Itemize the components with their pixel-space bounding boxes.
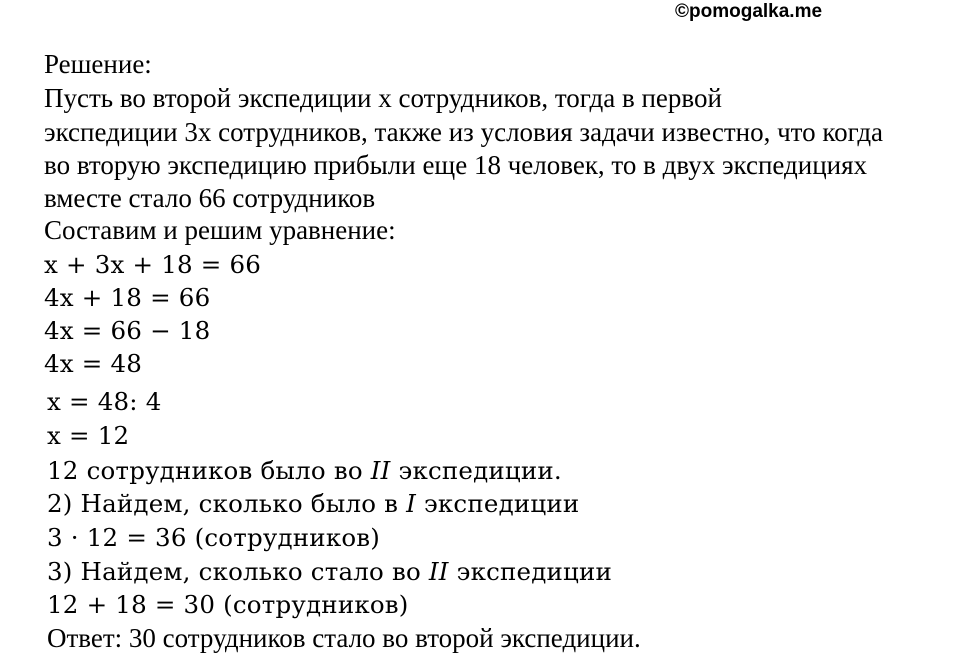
roman-numeral-2: II — [370, 456, 391, 485]
step-2-heading — [47, 488, 579, 520]
problem-text-line-2: экспедиции 3x сотрудников, также из условия задачи известно, что когда — [44, 117, 884, 147]
result1-text-post: экспедиции. — [390, 456, 562, 485]
roman-numeral-2: II — [428, 557, 449, 586]
step3-text-pre: 3) Найдем, сколько стало во — [47, 557, 429, 586]
equation-line: x = 12 — [47, 421, 130, 450]
step2-text-pre: 2) Найдем, сколько было в — [47, 489, 407, 518]
equation-line: 4x + 18 = 66 — [44, 283, 211, 312]
step2-text-post: экспедиции — [416, 489, 580, 518]
equation-line: 4x = 48 — [44, 349, 143, 378]
solution-heading: Решение: — [44, 49, 152, 79]
equation-line: 4x = 66 − 18 — [44, 316, 211, 345]
step-3-heading — [47, 556, 612, 588]
roman-numeral-1: I — [406, 489, 417, 518]
watermark: ©pomogalka.me — [675, 1, 823, 22]
equation-line: x + 3x + 18 = 66 — [44, 250, 262, 279]
step3-text-post: экспедиции — [448, 557, 613, 586]
equation-line: x = 48: 4 — [47, 387, 162, 416]
answer-line: Ответ: 30 сотрудников стало во второй экспедиции. — [47, 623, 641, 653]
result-line-1 — [47, 455, 562, 487]
problem-text-line-3: во вторую экспедицию прибыли еще 18 человек, то в двух экспедициях — [44, 150, 868, 180]
step-2-calculation: 3 · 12 = 36 (сотрудников) — [47, 523, 381, 552]
problem-text-line-1: Пусть во второй экспедиции x сотрудников, тогда в первой — [44, 83, 722, 113]
step-3-calculation: 12 + 18 = 30 (сотрудников) — [47, 590, 409, 619]
equation-intro: Составим и решим уравнение: — [44, 215, 396, 245]
problem-text-line-4: вместе стало 66 сотрудников — [44, 183, 376, 213]
result1-text-pre: 12 сотрудников было во — [47, 456, 371, 485]
